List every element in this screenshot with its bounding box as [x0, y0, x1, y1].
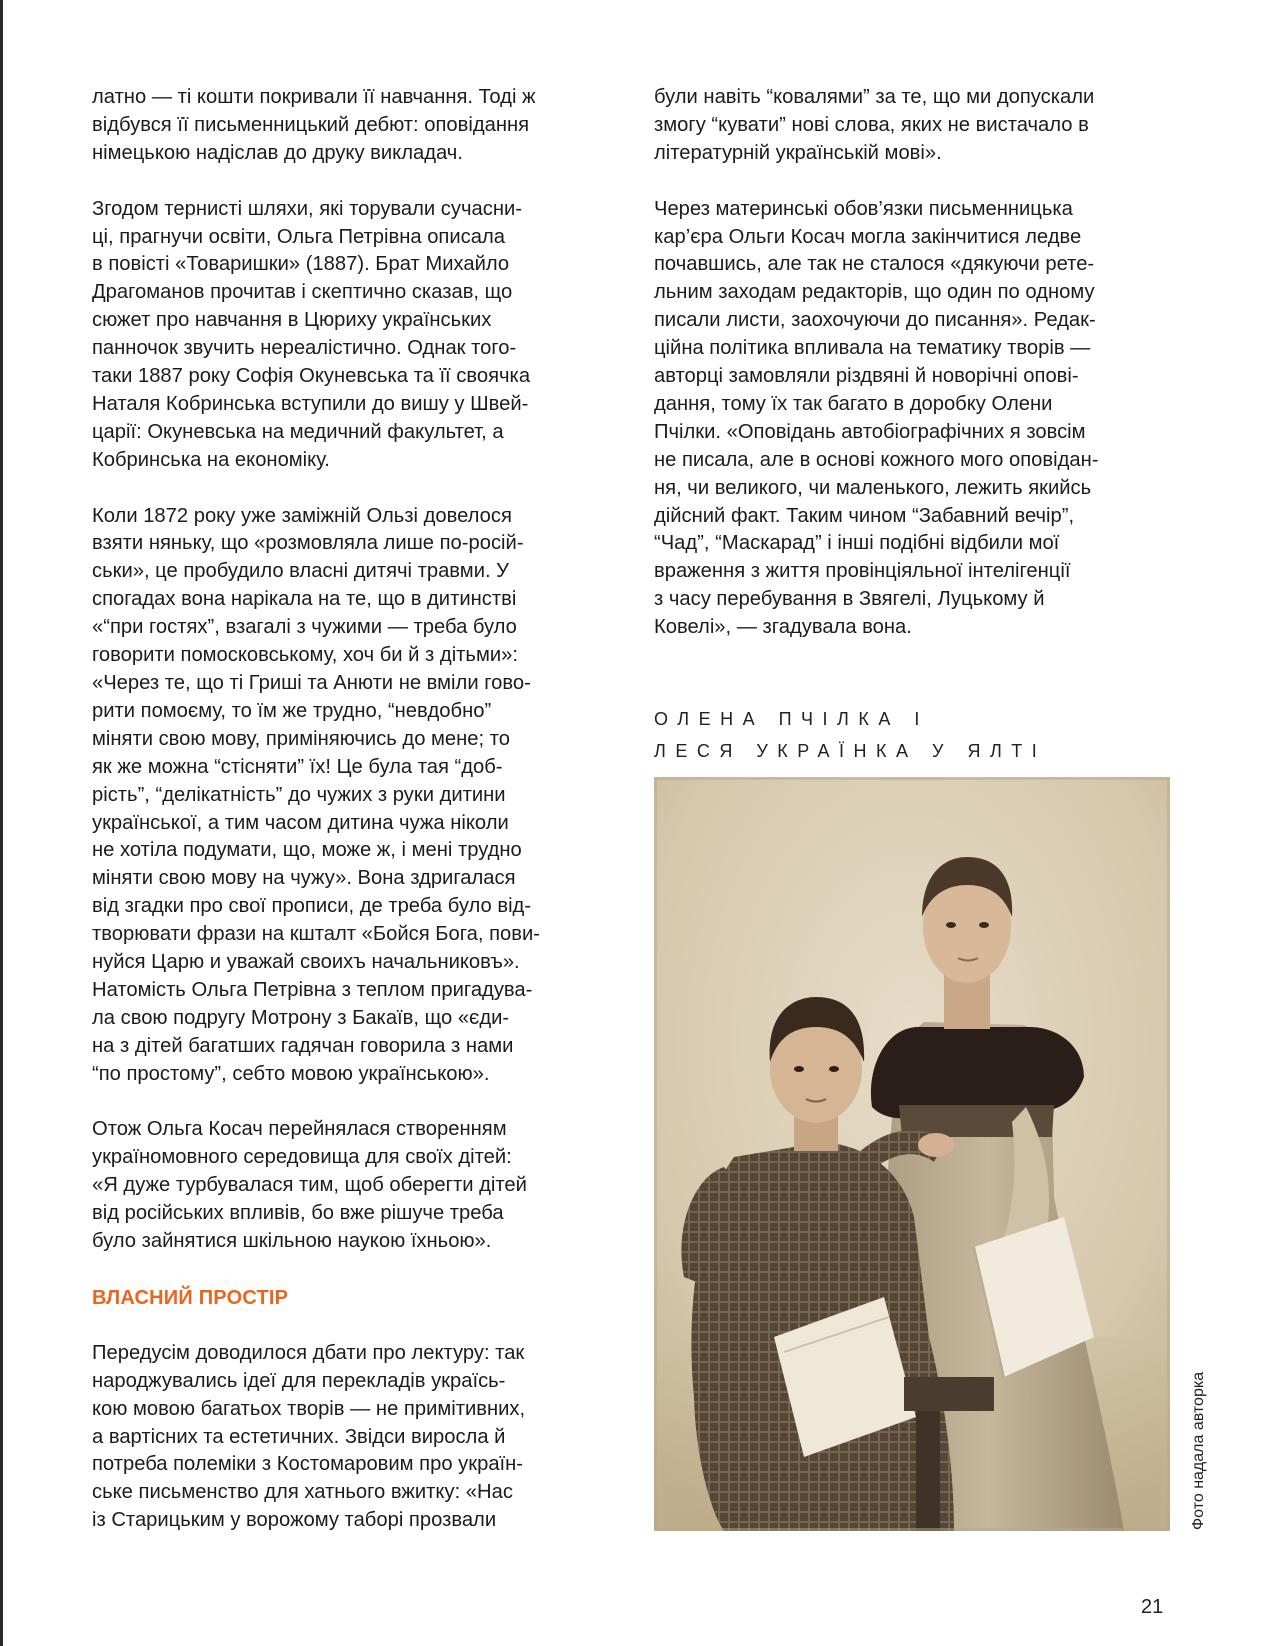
left-column	[92, 84, 582, 1535]
text-line: Пчілки. «Оповідань автобіографічних я зовсім	[654, 420, 1086, 443]
text-line: Отож Ольга Косач перейнялася створенням	[92, 1118, 507, 1141]
body-paragraph	[654, 84, 1174, 168]
text-line: з часу перебування в Звягелі, Луцькому й	[654, 588, 1045, 611]
text-line: із Старицьким у ворожому таборі прозвали	[92, 1509, 497, 1532]
body-paragraph	[92, 1116, 582, 1256]
page-number: 21	[1141, 1596, 1164, 1618]
text-line: Драгоманов прочитав і скептично сказав, що	[92, 281, 513, 304]
text-line: української, а тим часом дитина чужа ніколи	[92, 811, 509, 834]
text-line: Ковелі», — згадувала вона.	[654, 616, 912, 639]
text-line: дання, тому їх так багато в доробку Олени	[654, 392, 1053, 415]
text-line: літературній українській мові».	[654, 141, 942, 164]
text-line: змогу “кувати” нові слова, яких не вистачало в	[654, 113, 1089, 136]
text-line: спогадах вона нарікала на те, що в дитинстві	[92, 588, 517, 611]
text-line: говорити помосковському, хоч би й з дітьми»:	[92, 644, 518, 667]
text-line: “Чад”, “Маскарад” і інші подібні відбили мої	[654, 532, 1060, 555]
text-line: почавшись, але так не сталося «дякуючи рете-	[654, 253, 1095, 276]
sepia-portrait-photo-icon	[654, 777, 1170, 1531]
caption-line: ОЛЕНА ПЧІЛКА І	[654, 709, 929, 729]
text-line: рість”, “делікатність” до чужих з руки дитини	[92, 783, 506, 806]
text-line: було зайнятися шкільною наукою їхньою».	[92, 1230, 492, 1253]
text-line: царії: Окуневська на медичний факультет, а	[92, 420, 504, 443]
text-line: писали листи, заохочуючи до писання». Редак-	[654, 309, 1096, 332]
photo-caption	[654, 703, 1046, 767]
text-line: міняти свою мову, приміняючись до мене; то	[92, 727, 510, 750]
text-line: відбувся її письменницький дебют: оповідання	[92, 113, 530, 136]
right-column	[654, 84, 1174, 642]
text-line: на з дітей багатших гадячан говорила з нами	[92, 1034, 514, 1057]
text-line: від російських впливів, бо вже рішуче треба	[92, 1202, 504, 1225]
text-line: ське письменство для хатнього вжитку: «Нас	[92, 1481, 513, 1504]
page-edge	[0, 0, 3, 1646]
text-line: ня, чи великого, чи маленького, лежить якийсь	[654, 476, 1092, 499]
text-line: враження з життя провінціяльної інтелігенції	[654, 560, 1071, 583]
body-paragraph	[92, 1340, 582, 1535]
text-line: “по простому”, себто мовою українською».	[92, 1062, 490, 1085]
body-paragraph	[654, 196, 1174, 643]
text-line: ськи», це пробудило власні дитячі травми. У	[92, 560, 510, 583]
text-line: льним заходам редакторів, що один по одному	[654, 281, 1095, 304]
text-line: таки 1887 року Софія Окуневська та її своячка	[92, 365, 531, 388]
text-line: Через материнські обов’язки письменницька	[654, 197, 1073, 220]
text-line: сюжет про навчання в Цюриху українських	[92, 309, 492, 332]
text-line: міняти свою мову на чужу». Вона здригалася	[92, 867, 516, 890]
text-line: «Я дуже турбувалася тим, щоб оберегти дітей	[92, 1174, 527, 1197]
text-line: кар’єра Ольги Косач могла закінчитися ледве	[654, 225, 1082, 248]
text-line: «Через те, що ті Гриші та Анюти не вміли гово-	[92, 672, 531, 694]
text-line: авторці замовляли різдвяні й новорічні опові-	[654, 365, 1079, 388]
text-line: а вартісних та естетичних. Звідси виросла й	[92, 1425, 506, 1448]
text-line: не хотіла подумати, що, може ж, і мені трудно	[92, 839, 522, 862]
text-line: в повісті «Товаришки» (1887). Брат Михайло	[92, 253, 510, 276]
text-line: латно — ті кошти покривали її навчання. Тоді ж	[92, 86, 536, 108]
text-line: Передусім доводилося дбати про лектуру: так	[92, 1341, 525, 1364]
text-line: німецькою надіслав до друку викладач.	[92, 141, 463, 164]
text-line: Кобринська на економіку.	[92, 448, 330, 471]
portrait-photo	[654, 777, 1170, 1531]
text-line: Коли 1872 року уже заміжній Ользі довелося	[92, 504, 512, 527]
text-line: не писала, але в основі кожного мого оповідан-	[654, 448, 1099, 471]
text-line: кою мовою багатьох творів — не примітивних,	[92, 1397, 526, 1420]
text-line: україномовного середовища для своїх дітей:	[92, 1146, 512, 1169]
text-line: ці, прагнучи освіти, Ольга Петрівна описала	[92, 225, 505, 248]
text-line: ційна політика впливала на тематику творів —	[654, 337, 1091, 360]
text-line: панночок звучить нереалістично. Однак того-	[92, 337, 517, 360]
text-line: «“при гостях”, взагалі з чужими — треба було	[92, 616, 517, 639]
text-line: Натомість Ольга Петрівна з теплом пригадува-	[92, 978, 533, 1001]
caption-line: ЛЕСЯ УКРАЇНКА У ЯЛТІ	[654, 741, 1047, 761]
text-line: нуйся Царю и уважай своихъ начальниковъ».	[92, 951, 520, 974]
text-line: були навіть “ковалями” за те, що ми допускали	[654, 86, 1095, 108]
text-line: дійсний факт. Таким чином “Забавний вечір”,	[654, 504, 1075, 527]
text-line: Наталя Кобринська вступили до вишу у Швей-	[92, 392, 529, 415]
text-line: ла свою подругу Мотрону з Бакаїв, що «єди-	[92, 1006, 510, 1029]
text-line: Згодом тернисті шляхи, які торували сучасни-	[92, 197, 522, 220]
body-paragraph	[92, 84, 582, 168]
body-paragraph	[92, 503, 582, 1089]
text-line: від згадки про свої прописи, де треба було від-	[92, 895, 532, 918]
text-line: як же можна “стісняти” їх! Це була тая “доб-	[92, 755, 503, 778]
body-paragraph	[92, 196, 582, 475]
text-line: народжувались ідеї для перекладів україсь-	[92, 1369, 506, 1392]
text-line: взяти няньку, що «розмовляла лише по-росій-	[92, 532, 524, 555]
photo-credit: Фото надала авторка	[1190, 1371, 1207, 1530]
section-heading: ВЛАСНИЙ ПРОСТІР	[92, 1286, 289, 1309]
text-line: потреба полеміки з Костомаровим про україн-	[92, 1453, 524, 1476]
text-line: рити помоєму, то їм же трудно, “невдобно”	[92, 699, 492, 722]
text-line: творювати фрази на кшталт «Бойся Бога, пови-	[92, 923, 540, 946]
